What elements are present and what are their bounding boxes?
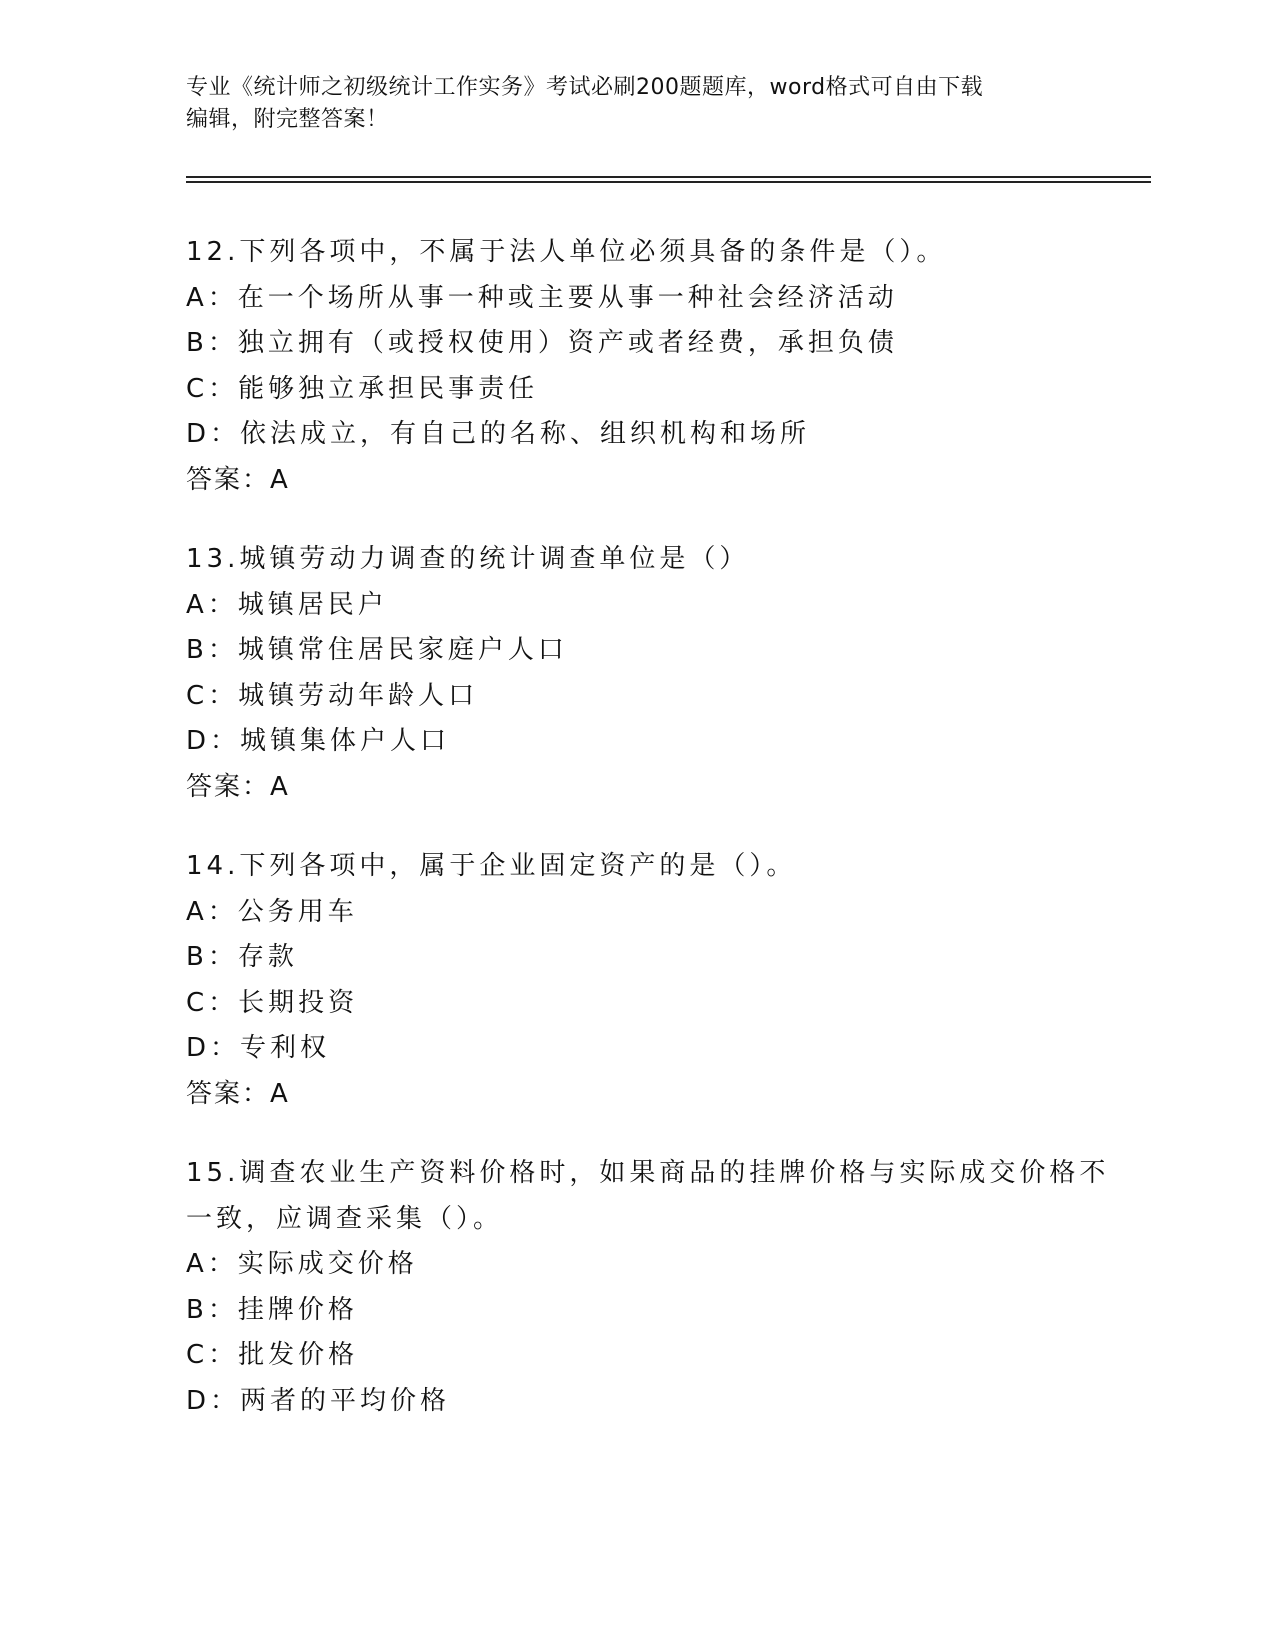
option-d: D：依法成立，有自己的名称、组织机构和场所 bbox=[186, 419, 811, 449]
question-15 bbox=[186, 1151, 1110, 1424]
option-d: D：两者的平均价格 bbox=[186, 1385, 451, 1416]
option-b: B：城镇常住居民家庭户人口 bbox=[186, 635, 568, 665]
question-text: 14.下列各项中，属于企业固定资产的是（）。 bbox=[186, 851, 797, 881]
document-header bbox=[186, 72, 1066, 136]
option-d: D：城镇集体户人口 bbox=[186, 726, 451, 756]
header-line-2: 编辑，附完整答案！ bbox=[186, 107, 389, 132]
option-c: C：城镇劳动年龄人口 bbox=[186, 680, 479, 711]
question-text: 12.下列各项中，不属于法人单位必须具备的条件是（）。 bbox=[186, 237, 947, 267]
option-a: A：公务用车 bbox=[186, 896, 358, 927]
option-b: B：独立拥有（或授权使用）资产或者经费，承担负债 bbox=[186, 328, 898, 358]
option-c: C：长期投资 bbox=[186, 987, 359, 1018]
question-13 bbox=[186, 537, 1086, 810]
question-14 bbox=[186, 844, 1086, 1117]
option-b: B：存款 bbox=[186, 942, 298, 972]
option-c: C：批发价格 bbox=[186, 1340, 359, 1370]
question-text-line-1: 15.调查农业生产资料价格时，如果商品的挂牌价格与实际成交价格不 bbox=[186, 1158, 1110, 1188]
header-divider-bottom bbox=[186, 181, 1151, 183]
option-a: A：城镇居民户 bbox=[186, 589, 388, 620]
option-d: D：专利权 bbox=[186, 1033, 331, 1063]
option-b: B：挂牌价格 bbox=[186, 1294, 358, 1325]
question-12 bbox=[186, 230, 1086, 503]
answer: 答案：A bbox=[186, 464, 290, 495]
answer: 答案：A bbox=[186, 771, 290, 802]
option-a: A：实际成交价格 bbox=[186, 1249, 418, 1279]
question-text-line-2: 一致，应调查采集（）。 bbox=[186, 1203, 504, 1234]
header-divider-top bbox=[186, 176, 1151, 178]
answer: 答案：A bbox=[186, 1078, 290, 1109]
question-list bbox=[186, 230, 1110, 1458]
option-a: A：在一个场所从事一种或主要从事一种社会经济活动 bbox=[186, 282, 898, 313]
option-c: C：能够独立承担民事责任 bbox=[186, 373, 539, 404]
header-line-1: 专业《统计师之初级统计工作实务》考试必刷200题题库，word格式可自由下载 bbox=[186, 75, 984, 100]
question-text: 13.城镇劳动力调查的统计调查单位是（） bbox=[186, 544, 750, 574]
